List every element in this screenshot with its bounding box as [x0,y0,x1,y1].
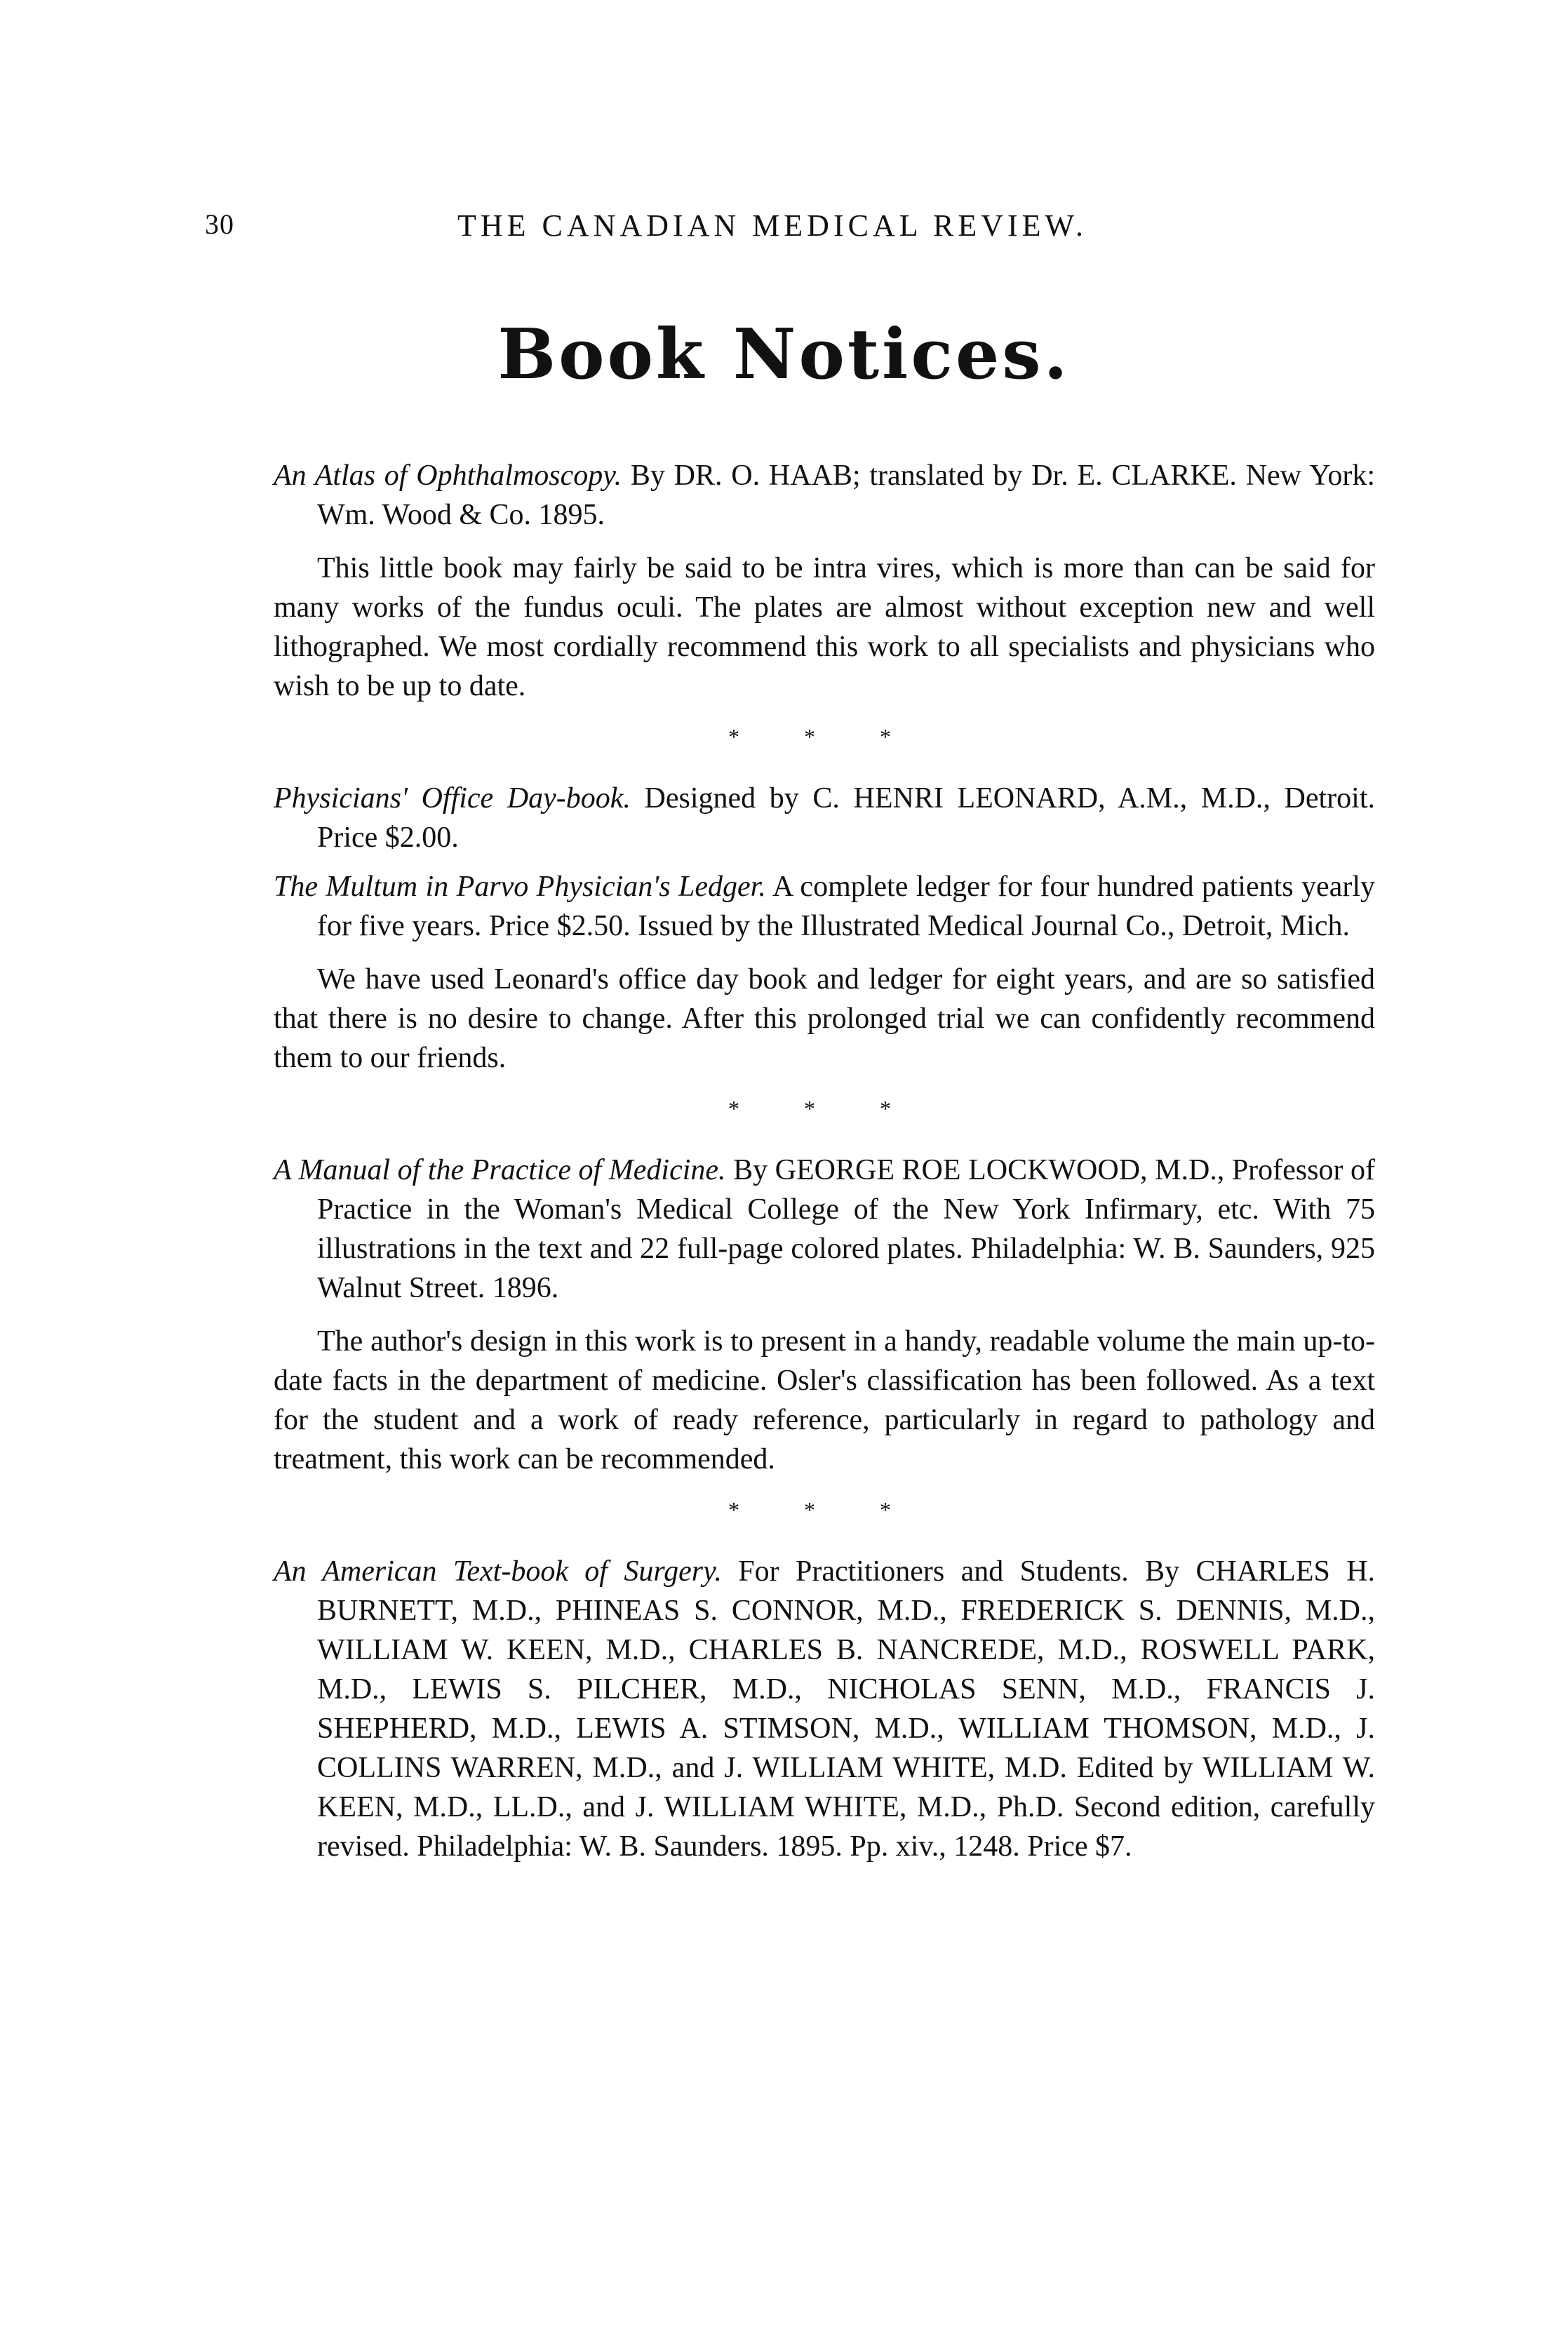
running-head [205,208,1362,250]
citation-text: For Practitioners and Students. By CHARLES H. BURNETT, M.D., PHINEAS S. CONNOR, M.D., FREDERICK S. DENNIS, M.D., WILLIAM W. KEEN, M.D., CHARLES B. NANCREDE, M.D., ROSWELL PARK, M.D., LEWIS S. PILCHER, M.D., NICHOLAS SENN, M.D., FRANCIS J. SHEPHERD, M.D., LEWIS A. STIMSON, M.D., WILLIAM THOMSON, M.D., J. COLLINS WARREN, M.D., and J. WILLIAM WHITE, M.D. Edited by WILLIAM W. KEEN, M.D., LL.D., and J. WILLIAM WHITE, M.D., Ph.D. Second edition, carefully revised. Philadelphia: W. B. Saunders. 1895. Pp. xiv., 1248. Price $7. [317,1555,1376,1863]
notice-atlas-of-ophthalmoscopy [274,456,1375,706]
page-number: 30 [205,208,234,240]
citation-text: By GEORGE ROE LOCKWOOD, M.D., Professor of Practice in the Woman's Medical College of the New York Infirmary, etc. With 75 illustrations in the text and 22 full-page colored plates. Philadelphia: W. B. Saunders, 925 Walnut Street. 1896. [317,1154,1376,1304]
citation-text: A complete ledger for four hundred patients yearly for five years. Price $2.50. Issued by the Illustrated Medical Journal Co., Detroit, Mich. [317,871,1375,942]
journal-title: THE CANADIAN MEDICAL REVIEW. [457,208,1087,243]
separator-stars: * * * [728,1497,920,1522]
notice-review: We have used Leonard's office day book and ledger for eight years, and are so satisfied that there is no desire to change. After this prolonged trial we can confidently recommend them to our friends. [274,963,1375,1074]
separator-stars: * * * [728,1096,920,1121]
notice-citation [274,1552,1375,1866]
notice-citation [274,456,1375,535]
book-title: An Atlas of Ophthalmoscopy. [274,460,622,492]
book-title: An American Text-book of Surgery. [274,1555,722,1588]
notice-review: The author's design in this work is to present in a handy, readable volume the main up-to-date facts in the department of medicine. Osler's classification has been followed. As a text for the student and a work of ready reference, particularly in regard to pathology and treatment, this work can be recommended. [274,1325,1375,1475]
section-title: Book Notices. [497,314,1071,395]
book-title: The Multum in Parvo Physician's Ledger. [274,871,766,903]
notice-review: This little book may fairly be said to be intra vires, which is more than can be said for many works of the fundus oculi. The plates are almost without exception new and well lithographed. We most cordially recommend this work to all specialists and physicians who wish to be up to date. [274,552,1375,702]
citation-text: By DR. O. HAAB; translated by Dr. E. CLARKE. New York: Wm. Wood & Co. 1895. [317,460,1376,531]
notice-citation [274,1151,1375,1308]
book-notices-column [274,456,1375,1866]
book-title: A Manual of the Practice of Medicine. [274,1154,726,1186]
notice-physicians-ledger [274,867,1375,1078]
notice-textbook-of-surgery [274,1552,1375,1866]
notice-practice-of-medicine [274,1151,1375,1479]
citation-text: Designed by C. HENRI LEONARD, A.M., M.D., Detroit. Price $2.00. [317,782,1376,854]
separator-stars: * * * [728,724,920,749]
notice-citation [274,779,1375,857]
notice-office-day-book [274,779,1375,857]
notice-citation [274,867,1375,946]
book-title: Physicians' Office Day-book. [274,782,631,815]
